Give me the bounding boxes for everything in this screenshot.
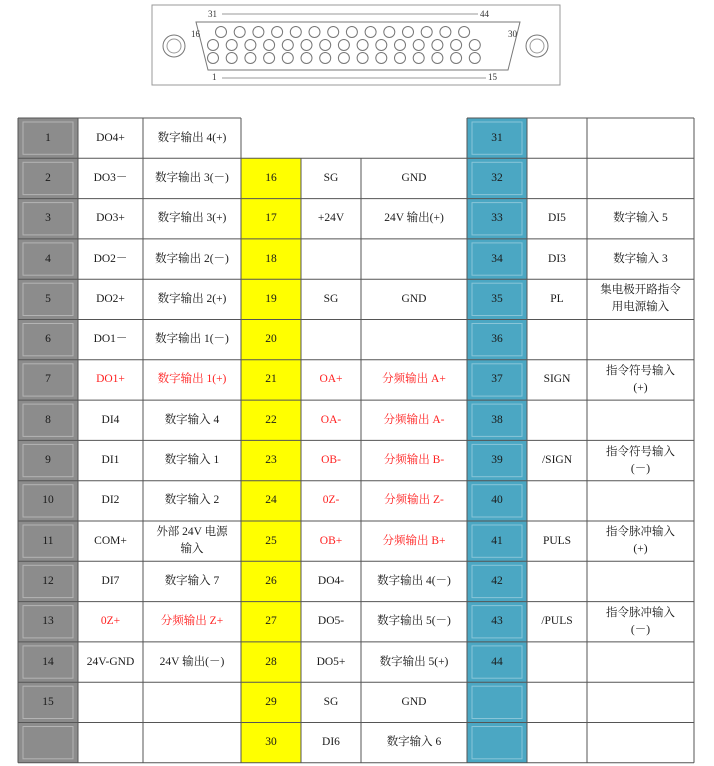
description-cell bbox=[587, 118, 694, 158]
pin-number-cell: 35 bbox=[467, 279, 527, 319]
description-cell: 数字输出 4(－) bbox=[377, 574, 451, 587]
pin-number-cell: 22 bbox=[241, 400, 301, 440]
signal-name-cell: PL bbox=[550, 292, 564, 305]
label-16: 16 bbox=[191, 29, 200, 39]
pin-number-cell: 42 bbox=[467, 561, 527, 601]
signal-name-cell: DO5- bbox=[317, 615, 345, 628]
description-cell: 指令脉冲输入 (－) bbox=[606, 606, 675, 636]
signal-name-cell: DI2 bbox=[101, 494, 120, 507]
description-cell: 数字输出 3(+) bbox=[157, 212, 227, 225]
pin-number-cell: 24 bbox=[241, 481, 301, 521]
pin-number-cell: 29 bbox=[241, 682, 301, 722]
label-31: 31 bbox=[208, 9, 217, 19]
pin-number-cell: 8 bbox=[18, 400, 78, 440]
pin-number-cell: 16 bbox=[241, 158, 301, 198]
description-cell: 分频输出 Z- bbox=[384, 494, 444, 507]
description-cell: 24V 输出(－) bbox=[159, 655, 225, 668]
pin-number-cell: 1 bbox=[18, 118, 78, 158]
pin-number-cell: 39 bbox=[467, 440, 527, 480]
description-cell: 数字输入 4 bbox=[164, 413, 220, 426]
description-cell bbox=[587, 561, 694, 601]
signal-name-cell: PULS bbox=[542, 534, 572, 547]
pin-number-cell bbox=[241, 118, 301, 158]
label-44: 44 bbox=[480, 9, 489, 19]
signal-name-cell bbox=[527, 118, 587, 158]
signal-name-cell: /SIGN bbox=[541, 454, 573, 467]
signal-name-cell bbox=[527, 400, 587, 440]
pin-number-cell: 27 bbox=[241, 602, 301, 642]
description-cell: 数字输入 3 bbox=[613, 252, 668, 265]
label-1: 1 bbox=[212, 72, 217, 82]
signal-name-cell bbox=[527, 320, 587, 360]
pin-number-cell: 2 bbox=[18, 158, 78, 198]
pin-number-cell: 37 bbox=[467, 360, 527, 400]
pin-number-cell: 9 bbox=[18, 440, 78, 480]
description-cell: 外部 24V 电源 输入 bbox=[156, 526, 228, 556]
signal-name-cell: SIGN bbox=[543, 373, 571, 386]
pin-number-cell: 17 bbox=[241, 199, 301, 239]
signal-name-cell: OA- bbox=[320, 413, 342, 426]
pin-number-cell: 21 bbox=[241, 360, 301, 400]
signal-name-cell: DI7 bbox=[101, 574, 120, 587]
description-cell bbox=[587, 723, 694, 763]
pin-number-cell: 5 bbox=[18, 279, 78, 319]
signal-name-cell: 0Z- bbox=[322, 494, 340, 507]
pin-number-cell: 30 bbox=[241, 723, 301, 763]
signal-name-cell: SG bbox=[323, 171, 339, 184]
description-cell bbox=[587, 320, 694, 360]
signal-name-cell: DO3－ bbox=[93, 171, 128, 184]
description-cell: GND bbox=[401, 292, 427, 305]
pin-number-cell: 12 bbox=[18, 561, 78, 601]
signal-name-cell: DO2－ bbox=[93, 252, 128, 265]
pin-number-cell: 28 bbox=[241, 642, 301, 682]
description-cell bbox=[361, 239, 467, 279]
description-cell: 分频输出 Z+ bbox=[160, 615, 224, 628]
description-cell bbox=[143, 723, 241, 763]
signal-name-cell: OB+ bbox=[319, 534, 343, 547]
signal-name-cell bbox=[527, 158, 587, 198]
pin-number-cell: 11 bbox=[18, 521, 78, 561]
signal-name-cell bbox=[78, 723, 143, 763]
description-cell bbox=[587, 682, 694, 722]
description-cell bbox=[143, 682, 241, 722]
pin-number-cell: 14 bbox=[18, 642, 78, 682]
signal-name-cell: 0Z+ bbox=[100, 615, 121, 628]
description-cell: 分频输出 A- bbox=[383, 413, 445, 426]
pin-number-cell: 7 bbox=[18, 360, 78, 400]
signal-name-cell: DI4 bbox=[101, 413, 120, 426]
pin-number-cell: 25 bbox=[241, 521, 301, 561]
signal-name-cell: DO4+ bbox=[96, 131, 125, 144]
description-cell: 数字输出 1(+) bbox=[157, 373, 227, 386]
description-cell bbox=[587, 158, 694, 198]
pin-number-cell: 4 bbox=[18, 239, 78, 279]
pin-number-cell: 31 bbox=[467, 118, 527, 158]
pin-number-cell: 15 bbox=[18, 682, 78, 722]
pin-number-cell: 18 bbox=[241, 239, 301, 279]
description-cell: 数字输出 5(+) bbox=[379, 655, 449, 668]
label-30: 30 bbox=[508, 29, 517, 39]
description-cell: 数字输入 2 bbox=[164, 494, 220, 507]
signal-name-cell: SG bbox=[323, 695, 339, 708]
description-cell: GND bbox=[401, 171, 427, 184]
description-cell: 指令符号输入 (+) bbox=[606, 364, 675, 394]
description-cell bbox=[587, 642, 694, 682]
signal-name-cell: OA+ bbox=[319, 373, 343, 386]
description-cell: 数字输出 1(－) bbox=[155, 333, 229, 346]
signal-name-cell bbox=[78, 682, 143, 722]
description-cell: 数字输入 1 bbox=[164, 454, 220, 467]
signal-name-cell: DI6 bbox=[322, 736, 340, 749]
description-cell bbox=[587, 481, 694, 521]
signal-name-cell: DO4- bbox=[317, 574, 345, 587]
signal-name-cell: OB- bbox=[321, 454, 341, 467]
pin-number-cell: 10 bbox=[18, 481, 78, 521]
signal-name-cell: COM+ bbox=[94, 534, 127, 547]
signal-name-cell: DO1－ bbox=[93, 333, 128, 346]
signal-name-cell: 24V-GND bbox=[86, 655, 135, 668]
pin-number-cell: 41 bbox=[467, 521, 527, 561]
signal-name-cell: /PULS bbox=[541, 615, 573, 628]
pin-number-cell: 38 bbox=[467, 400, 527, 440]
description-cell bbox=[587, 400, 694, 440]
signal-name-cell: DO5+ bbox=[316, 655, 346, 668]
signal-name-cell bbox=[527, 481, 587, 521]
signal-name-cell: DI1 bbox=[101, 454, 120, 467]
description-cell bbox=[361, 118, 467, 158]
pin-number-cell: 26 bbox=[241, 561, 301, 601]
description-cell: 数字输入 6 bbox=[386, 736, 442, 749]
pin-number-cell: 32 bbox=[467, 158, 527, 198]
signal-name-cell: SG bbox=[323, 292, 339, 305]
description-cell: 24V 输出(+) bbox=[384, 212, 444, 225]
pin-number-cell: 43 bbox=[467, 602, 527, 642]
pin-number-cell: 44 bbox=[467, 642, 527, 682]
signal-name-cell bbox=[301, 118, 361, 158]
pin-number-cell bbox=[467, 723, 527, 763]
pin-number-cell: 34 bbox=[467, 239, 527, 279]
description-cell: 数字输出 2(+) bbox=[157, 292, 227, 305]
description-cell bbox=[361, 320, 467, 360]
description-cell: 数字输出 4(+) bbox=[157, 131, 227, 144]
description-cell: 集电极开路指令 用电源输入 bbox=[600, 284, 681, 314]
signal-name-cell bbox=[527, 642, 587, 682]
description-cell: 分频输出 B- bbox=[383, 454, 445, 467]
pin-number-cell: 6 bbox=[18, 320, 78, 360]
description-cell: 数字输出 5(－) bbox=[377, 615, 451, 628]
pin-number-cell: 33 bbox=[467, 199, 527, 239]
pin-number-cell: 40 bbox=[467, 481, 527, 521]
description-cell: 数字输入 7 bbox=[164, 574, 220, 587]
signal-name-cell bbox=[527, 723, 587, 763]
signal-name-cell: DI3 bbox=[548, 252, 566, 265]
signal-name-cell: DO1+ bbox=[96, 373, 125, 386]
pin-number-cell: 19 bbox=[241, 279, 301, 319]
description-cell: 数字输入 5 bbox=[613, 212, 668, 225]
pin-number-cell: 36 bbox=[467, 320, 527, 360]
signal-name-cell bbox=[301, 320, 361, 360]
pin-number-cell: 13 bbox=[18, 602, 78, 642]
description-cell: 分频输出 B+ bbox=[382, 534, 446, 547]
signal-name-cell: DI5 bbox=[548, 212, 566, 225]
signal-name-cell bbox=[527, 682, 587, 722]
description-cell: 数字输出 3(－) bbox=[155, 171, 229, 184]
description-cell: 数字输出 2(－) bbox=[155, 252, 229, 265]
signal-name-cell: +24V bbox=[317, 212, 345, 225]
pin-number-cell: 23 bbox=[241, 440, 301, 480]
label-15: 15 bbox=[488, 72, 497, 82]
signal-name-cell bbox=[301, 239, 361, 279]
description-cell: GND bbox=[401, 695, 427, 708]
description-cell: 分频输出 A+ bbox=[382, 373, 446, 386]
pin-number-cell bbox=[18, 723, 78, 763]
pin-number-cell bbox=[467, 682, 527, 722]
signal-name-cell bbox=[527, 561, 587, 601]
description-cell: 指令脉冲输入 (+) bbox=[606, 526, 675, 556]
pin-number-cell: 3 bbox=[18, 199, 78, 239]
signal-name-cell: DO2+ bbox=[96, 292, 125, 305]
pin-number-cell: 20 bbox=[241, 320, 301, 360]
description-cell: 指令符号输入 (－) bbox=[606, 445, 675, 475]
signal-name-cell: DO3+ bbox=[96, 212, 125, 225]
